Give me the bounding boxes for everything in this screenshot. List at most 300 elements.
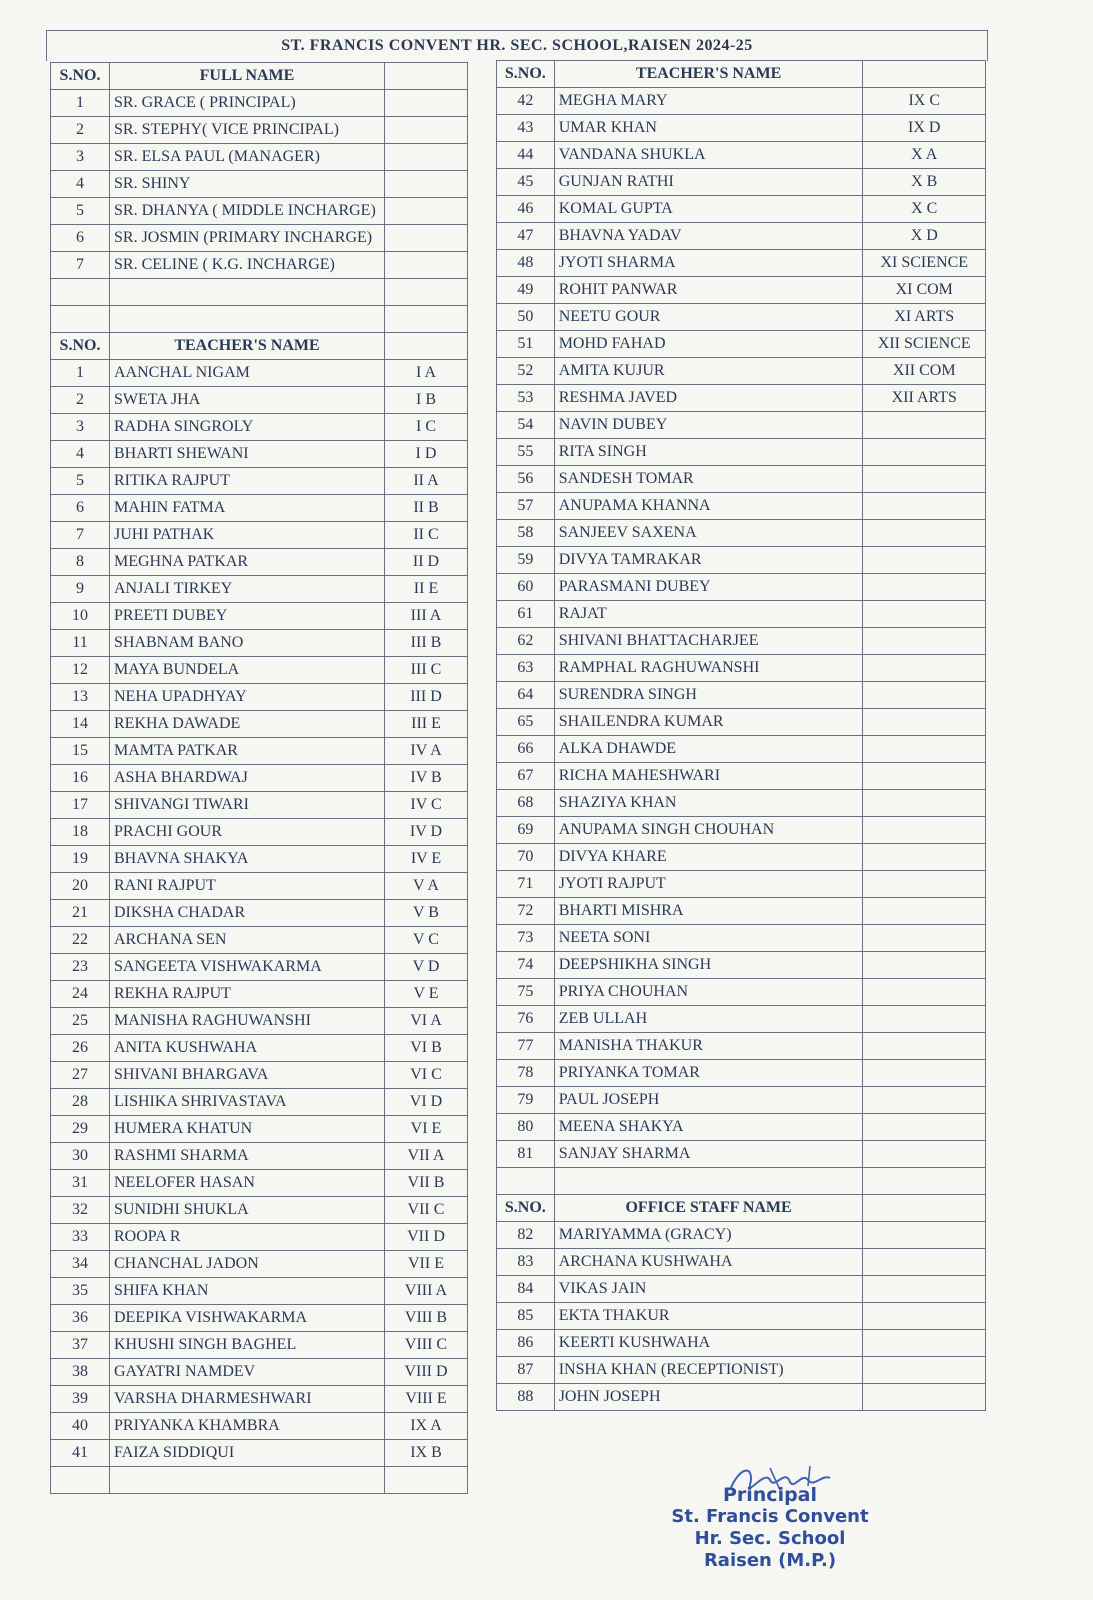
blank-cell	[51, 279, 110, 306]
sno-cell: 59	[497, 547, 555, 574]
table-row	[497, 655, 986, 682]
table-row	[51, 117, 468, 144]
blank-row	[51, 279, 468, 306]
table-row	[497, 1249, 986, 1276]
name-cell: RADHA SINGROLY	[110, 414, 385, 441]
name-cell: RITIKA RAJPUT	[110, 468, 385, 495]
name-cell: SHABNAM BANO	[110, 630, 385, 657]
sno-cell: 33	[51, 1224, 110, 1251]
table-row	[497, 817, 986, 844]
table-row	[497, 412, 986, 439]
class-cell	[863, 439, 986, 466]
sno-cell: 42	[497, 88, 555, 115]
name-cell: RANI RAJPUT	[110, 873, 385, 900]
blank-cell	[385, 306, 468, 333]
table-row	[497, 979, 986, 1006]
name-cell: PAUL JOSEPH	[554, 1087, 863, 1114]
sno-cell: 76	[497, 1006, 555, 1033]
sno-cell: 45	[497, 169, 555, 196]
sno-cell: 49	[497, 277, 555, 304]
class-cell	[863, 1384, 986, 1411]
sno-cell: 20	[51, 873, 110, 900]
class-cell	[863, 1357, 986, 1384]
class-cell: IV C	[385, 792, 468, 819]
table-row	[497, 88, 986, 115]
blank-cell	[385, 1467, 468, 1494]
principal-stamp	[660, 1460, 880, 1590]
sno-cell: 16	[51, 765, 110, 792]
table-row	[51, 927, 468, 954]
sno-cell: 77	[497, 1033, 555, 1060]
class-cell	[863, 520, 986, 547]
class-cell: VIII E	[385, 1386, 468, 1413]
table-row	[497, 574, 986, 601]
sno-cell: 44	[497, 142, 555, 169]
table-row	[497, 1006, 986, 1033]
name-cell: MAMTA PATKAR	[110, 738, 385, 765]
sno-cell: 23	[51, 954, 110, 981]
class-cell	[863, 412, 986, 439]
sno-cell: 5	[51, 468, 110, 495]
sno-cell: 25	[51, 1008, 110, 1035]
name-cell: GAYATRI NAMDEV	[110, 1359, 385, 1386]
name-cell: MEENA SHAKYA	[554, 1114, 863, 1141]
name-cell: MANISHA RAGHUWANSHI	[110, 1008, 385, 1035]
name-cell: SR. ELSA PAUL (MANAGER)	[110, 144, 385, 171]
table-row	[497, 898, 986, 925]
table-row	[497, 1222, 986, 1249]
table-row	[51, 387, 468, 414]
blank-cell	[497, 1168, 555, 1195]
class-cell	[863, 601, 986, 628]
class-cell: II D	[385, 549, 468, 576]
sno-header: S.NO.	[51, 63, 110, 90]
class-cell: I A	[385, 360, 468, 387]
name-cell: RESHMA JAVED	[554, 385, 863, 412]
table-row	[51, 657, 468, 684]
class-header	[863, 61, 986, 88]
sno-cell: 37	[51, 1332, 110, 1359]
blank-row	[497, 1168, 986, 1195]
name-cell: DEEPIKA VISHWAKARMA	[110, 1305, 385, 1332]
class-cell	[863, 628, 986, 655]
sno-cell: 54	[497, 412, 555, 439]
name-cell: SANJAY SHARMA	[554, 1141, 863, 1168]
sno-cell: 2	[51, 117, 110, 144]
class-cell	[863, 898, 986, 925]
class-cell	[863, 763, 986, 790]
name-cell: SR. CELINE ( K.G. INCHARGE)	[110, 252, 385, 279]
sno-cell: 31	[51, 1170, 110, 1197]
table-row	[51, 90, 468, 117]
class-cell: II E	[385, 576, 468, 603]
name-cell: REKHA RAJPUT	[110, 981, 385, 1008]
table-row	[497, 1276, 986, 1303]
sno-cell: 1	[51, 360, 110, 387]
blank-cell	[554, 1168, 863, 1195]
sno-cell: 68	[497, 790, 555, 817]
class-cell: XI COM	[863, 277, 986, 304]
sno-header: S.NO.	[51, 333, 110, 360]
class-cell: XI SCIENCE	[863, 250, 986, 277]
sno-cell: 3	[51, 414, 110, 441]
sno-cell: 12	[51, 657, 110, 684]
table-row	[497, 169, 986, 196]
class-cell	[863, 1141, 986, 1168]
class-cell: VI C	[385, 1062, 468, 1089]
class-header	[385, 333, 468, 360]
sno-cell: 43	[497, 115, 555, 142]
table-row	[497, 142, 986, 169]
name-cell: JYOTI SHARMA	[554, 250, 863, 277]
name-cell: SR. DHANYA ( MIDDLE INCHARGE)	[110, 198, 385, 225]
class-cell: III A	[385, 603, 468, 630]
table-row	[497, 223, 986, 250]
table-row	[497, 385, 986, 412]
class-cell: X D	[863, 223, 986, 250]
name-cell: DIKSHA CHADAR	[110, 900, 385, 927]
table-header-row	[497, 61, 986, 88]
name-cell: REKHA DAWADE	[110, 711, 385, 738]
sno-cell: 67	[497, 763, 555, 790]
left-staff-table	[50, 62, 468, 1494]
sno-cell: 58	[497, 520, 555, 547]
blank-cell	[385, 279, 468, 306]
table-row	[497, 547, 986, 574]
class-cell: II A	[385, 468, 468, 495]
name-cell: PRIYA CHOUHAN	[554, 979, 863, 1006]
class-cell	[385, 144, 468, 171]
sno-cell: 35	[51, 1278, 110, 1305]
sno-cell: 30	[51, 1143, 110, 1170]
table-row	[51, 1170, 468, 1197]
class-cell	[863, 790, 986, 817]
class-cell: X A	[863, 142, 986, 169]
class-cell	[863, 736, 986, 763]
sno-cell: 48	[497, 250, 555, 277]
class-cell	[863, 547, 986, 574]
table-row	[51, 1251, 468, 1278]
class-cell: XI ARTS	[863, 304, 986, 331]
table-row	[497, 1357, 986, 1384]
name-cell: NEETU GOUR	[554, 304, 863, 331]
name-cell: CHANCHAL JADON	[110, 1251, 385, 1278]
sno-cell: 1	[51, 90, 110, 117]
sno-cell: 60	[497, 574, 555, 601]
class-cell: XII SCIENCE	[863, 331, 986, 358]
sno-cell: 70	[497, 844, 555, 871]
class-cell: III B	[385, 630, 468, 657]
sno-cell: 81	[497, 1141, 555, 1168]
class-cell: V D	[385, 954, 468, 981]
class-cell: IV D	[385, 819, 468, 846]
class-cell: VIII D	[385, 1359, 468, 1386]
table-row	[497, 1087, 986, 1114]
name-cell: ARCHANA SEN	[110, 927, 385, 954]
name-cell: DIVYA TAMRAKAR	[554, 547, 863, 574]
sno-cell: 85	[497, 1303, 555, 1330]
name-cell: SR. JOSMIN (PRIMARY INCHARGE)	[110, 225, 385, 252]
table-row	[51, 441, 468, 468]
class-cell	[863, 844, 986, 871]
class-cell	[863, 1330, 986, 1357]
name-cell: RAMPHAL RAGHUWANSHI	[554, 655, 863, 682]
table-row	[51, 1143, 468, 1170]
class-cell: III D	[385, 684, 468, 711]
class-cell	[863, 817, 986, 844]
class-cell: VII E	[385, 1251, 468, 1278]
name-header: FULL NAME	[110, 63, 385, 90]
name-cell: KOMAL GUPTA	[554, 196, 863, 223]
table-row	[497, 601, 986, 628]
sno-cell: 78	[497, 1060, 555, 1087]
name-header: OFFICE STAFF NAME	[554, 1195, 863, 1222]
name-cell: PRIYANKA KHAMBRA	[110, 1413, 385, 1440]
sno-cell: 29	[51, 1116, 110, 1143]
table-row	[497, 277, 986, 304]
table-row	[51, 765, 468, 792]
sno-header: S.NO.	[497, 61, 555, 88]
table-row	[497, 628, 986, 655]
sno-cell: 6	[51, 495, 110, 522]
table-row	[51, 576, 468, 603]
name-cell: SR. SHINY	[110, 171, 385, 198]
table-row	[497, 358, 986, 385]
class-cell: XII ARTS	[863, 385, 986, 412]
name-cell: SURENDRA SINGH	[554, 682, 863, 709]
name-cell: MOHD FAHAD	[554, 331, 863, 358]
table-row	[51, 684, 468, 711]
class-cell	[385, 171, 468, 198]
sno-cell: 36	[51, 1305, 110, 1332]
name-cell: KHUSHI SINGH BAGHEL	[110, 1332, 385, 1359]
table-row	[51, 468, 468, 495]
class-cell	[863, 1276, 986, 1303]
class-cell: IX B	[385, 1440, 468, 1467]
blank-cell	[110, 306, 385, 333]
sno-cell: 26	[51, 1035, 110, 1062]
name-cell: DEEPSHIKHA SINGH	[554, 952, 863, 979]
sno-cell: 27	[51, 1062, 110, 1089]
class-cell: VI D	[385, 1089, 468, 1116]
name-cell: SWETA JHA	[110, 387, 385, 414]
name-cell: BHARTI SHEWANI	[110, 441, 385, 468]
sno-cell: 52	[497, 358, 555, 385]
class-cell: IX C	[863, 88, 986, 115]
name-cell: MAHIN FATMA	[110, 495, 385, 522]
class-cell	[863, 574, 986, 601]
name-header: TEACHER'S NAME	[110, 333, 385, 360]
sno-cell: 62	[497, 628, 555, 655]
sno-cell: 14	[51, 711, 110, 738]
table-row	[497, 115, 986, 142]
name-cell: BHAVNA SHAKYA	[110, 846, 385, 873]
class-cell	[863, 1087, 986, 1114]
table-row	[51, 981, 468, 1008]
blank-cell	[110, 1467, 385, 1494]
sno-cell: 3	[51, 144, 110, 171]
sno-cell: 39	[51, 1386, 110, 1413]
sno-cell: 11	[51, 630, 110, 657]
blank-cell	[51, 1467, 110, 1494]
table-row	[51, 846, 468, 873]
name-cell: PREETI DUBEY	[110, 603, 385, 630]
sno-cell: 50	[497, 304, 555, 331]
sno-cell: 34	[51, 1251, 110, 1278]
name-cell: DIVYA KHARE	[554, 844, 863, 871]
class-cell: VII D	[385, 1224, 468, 1251]
table-row	[51, 1413, 468, 1440]
name-cell: VIKAS JAIN	[554, 1276, 863, 1303]
class-cell	[863, 1303, 986, 1330]
stamp-line-4: Raisen (M.P.)	[703, 1550, 837, 1571]
class-cell	[385, 252, 468, 279]
class-cell	[863, 1114, 986, 1141]
stamp-line-3: Hr. Sec. School	[694, 1528, 846, 1549]
class-header	[385, 63, 468, 90]
class-cell: IX A	[385, 1413, 468, 1440]
name-cell: JUHI PATHAK	[110, 522, 385, 549]
table-row	[51, 252, 468, 279]
stamp-line-1: Principal	[722, 1484, 818, 1506]
sno-cell: 40	[51, 1413, 110, 1440]
class-cell	[863, 979, 986, 1006]
name-cell: INSHA KHAN (RECEPTIONIST)	[554, 1357, 863, 1384]
table-row	[497, 1330, 986, 1357]
table-row	[51, 900, 468, 927]
sno-cell: 53	[497, 385, 555, 412]
table-row	[51, 1359, 468, 1386]
name-cell: MAYA BUNDELA	[110, 657, 385, 684]
sno-cell: 74	[497, 952, 555, 979]
class-cell: I C	[385, 414, 468, 441]
name-cell: SHAILENDRA KUMAR	[554, 709, 863, 736]
name-cell: ROHIT PANWAR	[554, 277, 863, 304]
name-cell: KEERTI KUSHWAHA	[554, 1330, 863, 1357]
table-row	[51, 630, 468, 657]
table-row	[497, 196, 986, 223]
document-title: ST. FRANCIS CONVENT HR. SEC. SCHOOL,RAISEN 2024-25	[46, 30, 988, 61]
table-row	[497, 1060, 986, 1087]
class-cell	[863, 466, 986, 493]
sno-cell: 2	[51, 387, 110, 414]
sno-cell: 5	[51, 198, 110, 225]
name-cell: PRIYANKA TOMAR	[554, 1060, 863, 1087]
class-cell: V E	[385, 981, 468, 1008]
sno-cell: 57	[497, 493, 555, 520]
sno-cell: 72	[497, 898, 555, 925]
table-row	[51, 360, 468, 387]
table-row	[497, 331, 986, 358]
table-row	[497, 763, 986, 790]
table-row	[51, 1116, 468, 1143]
sno-cell: 18	[51, 819, 110, 846]
name-cell: ASHA BHARDWAJ	[110, 765, 385, 792]
sno-cell: 64	[497, 682, 555, 709]
name-cell: ANUPAMA SINGH CHOUHAN	[554, 817, 863, 844]
table-row	[497, 493, 986, 520]
class-cell: X C	[863, 196, 986, 223]
class-cell: VIII B	[385, 1305, 468, 1332]
name-header: TEACHER'S NAME	[554, 61, 863, 88]
table-row	[51, 1386, 468, 1413]
class-cell	[385, 225, 468, 252]
table-row	[497, 439, 986, 466]
name-cell: MEGHNA PATKAR	[110, 549, 385, 576]
name-cell: JOHN JOSEPH	[554, 1384, 863, 1411]
name-cell: UMAR KHAN	[554, 115, 863, 142]
table-row	[51, 1089, 468, 1116]
table-row	[51, 819, 468, 846]
name-cell: RITA SINGH	[554, 439, 863, 466]
table-row	[51, 414, 468, 441]
class-cell	[863, 1249, 986, 1276]
name-cell: EKTA THAKUR	[554, 1303, 863, 1330]
table-row	[51, 1224, 468, 1251]
name-cell: SANJEEV SAXENA	[554, 520, 863, 547]
name-cell: MEGHA MARY	[554, 88, 863, 115]
sno-cell: 86	[497, 1330, 555, 1357]
name-cell: RAJAT	[554, 601, 863, 628]
stamp-line-2: St. Francis Convent	[671, 1506, 869, 1527]
class-cell: IV B	[385, 765, 468, 792]
table-row	[51, 522, 468, 549]
name-cell: SHIVANI BHARGAVA	[110, 1062, 385, 1089]
sno-cell: 21	[51, 900, 110, 927]
sno-cell: 10	[51, 603, 110, 630]
blank-row	[51, 306, 468, 333]
name-cell: SANDESH TOMAR	[554, 466, 863, 493]
name-cell: ALKA DHAWDE	[554, 736, 863, 763]
name-cell: AANCHAL NIGAM	[110, 360, 385, 387]
class-cell	[863, 682, 986, 709]
class-cell: VIII C	[385, 1332, 468, 1359]
class-cell	[385, 198, 468, 225]
name-cell: GUNJAN RATHI	[554, 169, 863, 196]
name-cell: SHAZIYA KHAN	[554, 790, 863, 817]
sno-header: S.NO.	[497, 1195, 555, 1222]
class-cell	[863, 493, 986, 520]
name-cell: SR. STEPHY( VICE PRINCIPAL)	[110, 117, 385, 144]
sno-cell: 84	[497, 1276, 555, 1303]
table-row	[51, 1305, 468, 1332]
table-row	[51, 1440, 468, 1467]
sno-cell: 82	[497, 1222, 555, 1249]
name-cell: ROOPA R	[110, 1224, 385, 1251]
sno-cell: 22	[51, 927, 110, 954]
sno-cell: 63	[497, 655, 555, 682]
class-header	[863, 1195, 986, 1222]
sno-cell: 66	[497, 736, 555, 763]
sno-cell: 24	[51, 981, 110, 1008]
name-cell: ZEB ULLAH	[554, 1006, 863, 1033]
class-cell	[863, 925, 986, 952]
table-row	[51, 1062, 468, 1089]
name-cell: ARCHANA KUSHWAHA	[554, 1249, 863, 1276]
sno-cell: 7	[51, 522, 110, 549]
class-cell: I B	[385, 387, 468, 414]
class-cell	[863, 871, 986, 898]
name-cell: NEELOFER HASAN	[110, 1170, 385, 1197]
class-cell: IV E	[385, 846, 468, 873]
name-cell: SHIVANI BHATTACHARJEE	[554, 628, 863, 655]
name-cell: BHAVNA YADAV	[554, 223, 863, 250]
class-cell: VIII A	[385, 1278, 468, 1305]
sno-cell: 56	[497, 466, 555, 493]
table-row	[51, 711, 468, 738]
sno-cell: 88	[497, 1384, 555, 1411]
name-cell: NEHA UPADHYAY	[110, 684, 385, 711]
